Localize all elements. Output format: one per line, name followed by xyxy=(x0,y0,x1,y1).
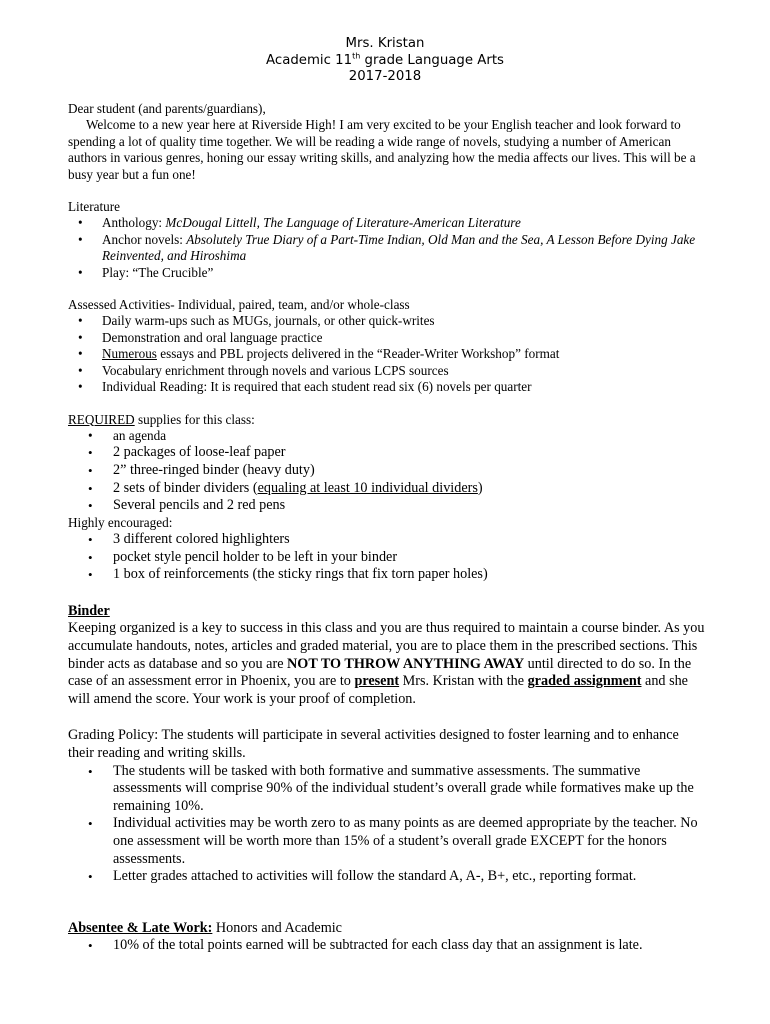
list-item xyxy=(68,462,708,480)
bullet-icon: • xyxy=(88,498,93,514)
bullet-icon: • xyxy=(88,763,93,779)
absentee-heading xyxy=(68,920,708,938)
course-title-rest: grade Language Arts xyxy=(360,52,504,68)
list-item xyxy=(68,868,708,886)
item-label: Anchor novels: xyxy=(102,231,187,247)
course-title xyxy=(0,53,770,70)
school-year: 2017-2018 xyxy=(348,69,422,84)
binder-emphasis: present xyxy=(354,673,400,690)
teacher-name: Mrs. Kristan xyxy=(345,36,425,51)
item-detail: McDougal Littell, The Language of Literature-American Literature xyxy=(165,215,521,231)
item-text: Several pencils and 2 red pens xyxy=(113,497,286,514)
item-text: The students will be tasked with both formative and summative assessments. The summative assessments will comprise 90% of the individual student’s overall grade while formatives make up the remaining 10%. xyxy=(113,762,694,814)
item-text: Demonstration and oral language practice xyxy=(102,329,323,345)
binder-paragraph xyxy=(68,620,708,708)
bullet-icon: • xyxy=(78,313,83,329)
item-text: ) xyxy=(477,479,483,496)
item-text: essays and PBL projects delivered in the “Reader-Writer Workshop” format xyxy=(160,346,560,362)
activities-list xyxy=(68,313,708,395)
binder-emphasis: NOT TO THROW ANYTHING AWAY xyxy=(287,655,525,672)
binder-text: until directed to do so. In the case of an assessment error in Phoenix, you are to xyxy=(68,655,692,690)
item-text: 1 box of reinforcements (the sticky rings that fix torn paper holes) xyxy=(113,566,488,583)
bullet-icon: • xyxy=(78,264,83,280)
item-text: 2 packages of loose-leaf paper xyxy=(113,444,286,461)
course-title-text: Academic 11 xyxy=(266,52,353,68)
list-item xyxy=(68,549,708,567)
list-item xyxy=(68,566,708,584)
bullet-icon: • xyxy=(78,215,83,231)
list-item xyxy=(68,346,708,362)
item-text: 2 sets of binder dividers ( xyxy=(113,479,258,496)
bullet-icon: • xyxy=(78,231,83,247)
item-text: pocket style pencil holder to be left in your binder xyxy=(113,548,398,565)
greeting: Dear student (and parents/guardians), xyxy=(68,101,266,116)
item-label: Anthology: xyxy=(102,215,166,231)
bullet-icon: • xyxy=(88,462,93,478)
binder-emphasis: graded assignment xyxy=(527,673,642,690)
supplies-list xyxy=(68,428,708,444)
bullet-icon: • xyxy=(88,532,93,548)
letter-body xyxy=(68,101,708,955)
list-item xyxy=(68,444,708,462)
welcome-paragraph: Welcome to a new year here at Riverside High! I am very excited to be your English teacher and look forward to spending a lot of quality time together. We will be reading a wide range of novels, studying a number of American authors in various genres, honing our essay writing skills, and analyzing how the media affects our lives. This will be a busy year but a fun one! xyxy=(68,117,696,182)
absentee-list xyxy=(68,937,708,955)
binder-text: and she will amend the score. Your work is your proof of completion. xyxy=(68,673,688,707)
bullet-icon: • xyxy=(78,329,83,345)
item-text: Individual activities may be worth zero to as many points as are deemed appropriate by the teacher. No one assessment will be worth more than 15% of a student’s overall grade EXCEPT for the honors assessments. xyxy=(113,815,698,867)
course-title-superscript: th xyxy=(352,51,361,61)
list-item xyxy=(68,531,708,549)
encouraged-heading: Highly encouraged: xyxy=(68,514,173,530)
list-item xyxy=(68,428,708,444)
binder-text: Keeping organized is a key to success in this class and you are thus required to maintain a course binder. As you accumulate handouts, notes, articles and graded material, you are to place them in the prescribed sections. This binder acts as database and so you are xyxy=(68,620,705,672)
literature-list xyxy=(68,215,708,281)
list-item xyxy=(68,379,708,395)
bullet-icon: • xyxy=(78,346,83,362)
list-item xyxy=(68,330,708,346)
binder-heading-text: Binder xyxy=(68,602,110,619)
list-item xyxy=(68,480,708,498)
absentee-heading-rest: Honors and Academic xyxy=(212,919,342,936)
dividers-underlined: equaling at least 10 individual dividers xyxy=(257,479,478,496)
grading-intro: Grading Policy: The students will participate in several activities designed to foster learning and to enhance their reading and writing skills. xyxy=(68,727,679,762)
encouraged-list xyxy=(68,531,708,584)
supplies-list-large xyxy=(68,444,708,514)
bullet-icon: • xyxy=(88,938,93,954)
list-item xyxy=(68,763,708,816)
document-header xyxy=(0,36,770,86)
bullet-icon: • xyxy=(78,379,83,395)
item-label: Play: “The Crucible” xyxy=(102,264,214,280)
bullet-icon: • xyxy=(78,362,83,378)
supplies-heading-rest: supplies for this class: xyxy=(134,411,255,427)
bullet-icon: • xyxy=(88,445,93,461)
item-text: 3 different colored highlighters xyxy=(113,531,290,548)
required-word: REQUIRED xyxy=(68,411,135,427)
item-text: 2” three-ringed binder (heavy duty) xyxy=(113,461,315,478)
item-detail: Absolutely True Diary of a Part-Time Indian, Old Man and the Sea, A Lesson Before Dying Jake Reinvented, and Hiroshima xyxy=(102,231,696,264)
list-item xyxy=(68,497,708,515)
item-text: Letter grades attached to activities will follow the standard A, A-, B+, etc., reporting format. xyxy=(113,868,637,885)
binder-section xyxy=(68,603,708,955)
binder-text: Mrs. Kristan with the xyxy=(399,673,528,690)
activities-heading: Assessed Activities- Individual, paired, team, and/or whole-class xyxy=(68,297,410,313)
supplies-heading xyxy=(68,412,708,428)
item-text: Vocabulary enrichment through novels and various LCPS sources xyxy=(102,362,449,378)
item-text: Individual Reading: It is required that each student read six (6) novels per quarter xyxy=(102,379,532,395)
list-item xyxy=(68,313,708,329)
item-text: Daily warm-ups such as MUGs, journals, or other quick-writes xyxy=(102,313,435,329)
bullet-icon: • xyxy=(88,816,93,832)
bullet-icon: • xyxy=(88,567,93,583)
list-item xyxy=(68,937,708,955)
numerous-underlined: Numerous xyxy=(102,346,157,362)
bullet-icon: • xyxy=(88,869,93,885)
absentee-heading-text: Absentee & Late Work: xyxy=(68,919,213,936)
list-item xyxy=(68,232,708,265)
item-text: 10% of the total points earned will be subtracted for each class day that an assignment is late. xyxy=(113,937,643,954)
list-item xyxy=(68,363,708,379)
literature-heading: Literature xyxy=(68,199,120,215)
bullet-icon: • xyxy=(88,480,93,496)
list-item xyxy=(68,815,708,868)
list-item xyxy=(68,265,708,281)
bullet-icon: • xyxy=(88,427,93,443)
binder-heading xyxy=(68,603,708,621)
bullet-icon: • xyxy=(88,549,93,565)
grading-list xyxy=(68,763,708,886)
item-text: an agenda xyxy=(113,427,167,443)
list-item xyxy=(68,215,708,231)
